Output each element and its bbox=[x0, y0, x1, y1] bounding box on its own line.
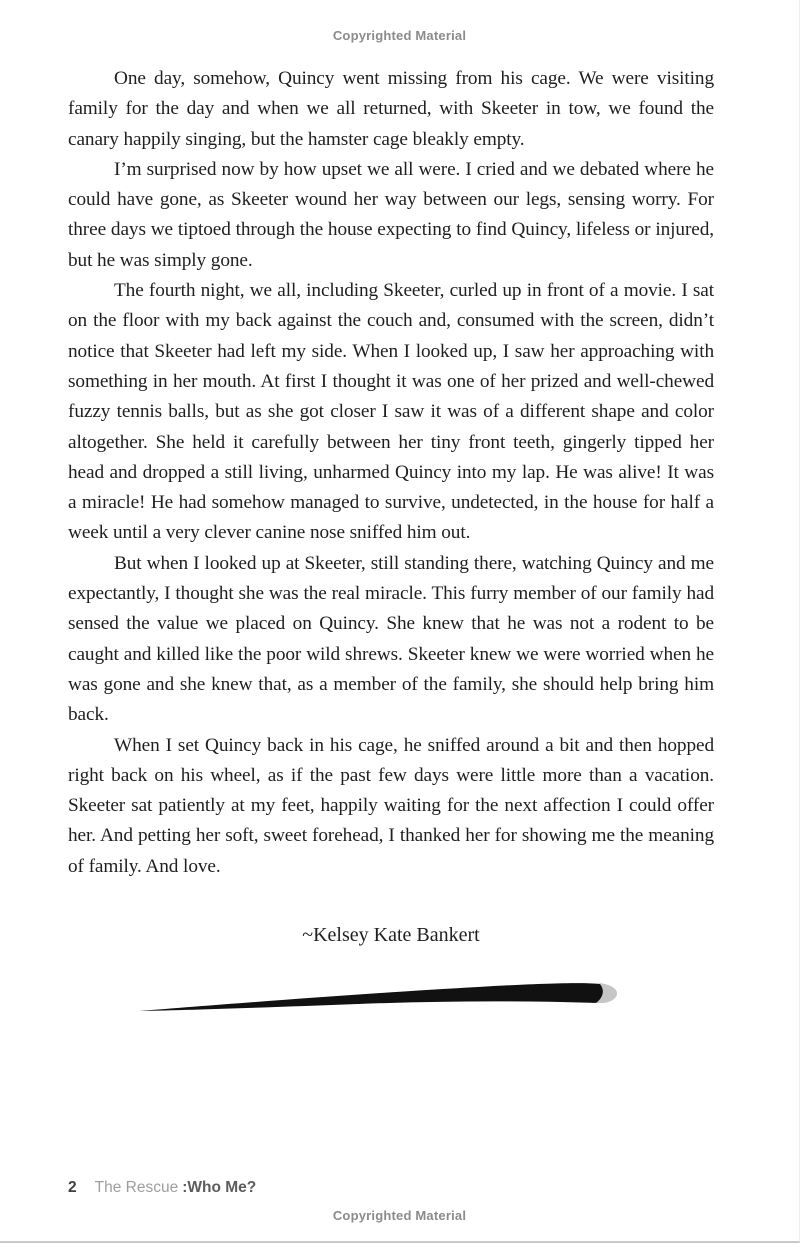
brush-stroke-icon bbox=[138, 973, 623, 1015]
copyright-notice-bottom: Copyrighted Material bbox=[332, 1208, 467, 1223]
page-number: 2 bbox=[68, 1179, 77, 1196]
body-paragraph: I’m surprised now by how upset we all were. I cried and we debated where he could have gone, as Skeeter wound her way between our legs, sensing worry. For three days we tiptoed through the house expecting to find Quincy, lifeless or injured, but he was simply gone. bbox=[68, 158, 714, 271]
book-title: The Rescue bbox=[94, 1179, 179, 1196]
body-paragraph: When I set Quincy back in his cage, he sniffed around a bit and then hopped right back on his wheel, as if the past few days were little more than a vacation. Skeeter sat patiently at my feet, happily waiting for the next affection I could offer her. And petting her soft, sweet forehead, I thanked her for showing me the meaning of family. And love. bbox=[68, 734, 714, 877]
copyright-notice-top: Copyrighted Material bbox=[332, 28, 467, 43]
page-footer bbox=[68, 1179, 256, 1197]
body-paragraph: One day, somehow, Quincy went missing from his cage. We were visiting family for the day and when we all returned, with Skeeter in tow, we found the canary happily singing, but the hamster cage bleakly empty. bbox=[68, 68, 714, 150]
body-paragraph: The fourth night, we all, including Skeeter, curled up in front of a movie. I sat on the floor with my back against the couch and, consumed with the screen, didn’t notice that Skeeter had left my side. When I looked up, I saw her approaching with something in her mouth. At first I thought it was one of her prized and well-chewed fuzzy tennis balls, but as she got closer I saw it was of a different shape and color altogether. She held it carefully between her tiny front teeth, gingerly tipped her head and dropped a still living, unharmed Quincy into my lap. He was alive! It was a miracle! He had somehow managed to survive, undetected, in the house for half a week until a very clever canine nose sniffed him out. bbox=[68, 280, 714, 544]
chapter-title: :Who Me? bbox=[182, 1179, 257, 1196]
body-text bbox=[68, 64, 714, 1015]
author-attribution: ~Kelsey Kate Bankert bbox=[302, 924, 480, 947]
body-paragraph: But when I looked up at Skeeter, still standing there, watching Quincy and me expectantly, I thought she was the real miracle. This furry member of our family had sensed the value we placed on Quincy. She knew that he was not a rodent to be caught and killed like the poor wild shrews. Skeeter knew we were worried when he was gone and she knew that, as a member of the family, she should help bring him back. bbox=[68, 552, 714, 726]
brush-stroke-divider bbox=[138, 973, 623, 1015]
